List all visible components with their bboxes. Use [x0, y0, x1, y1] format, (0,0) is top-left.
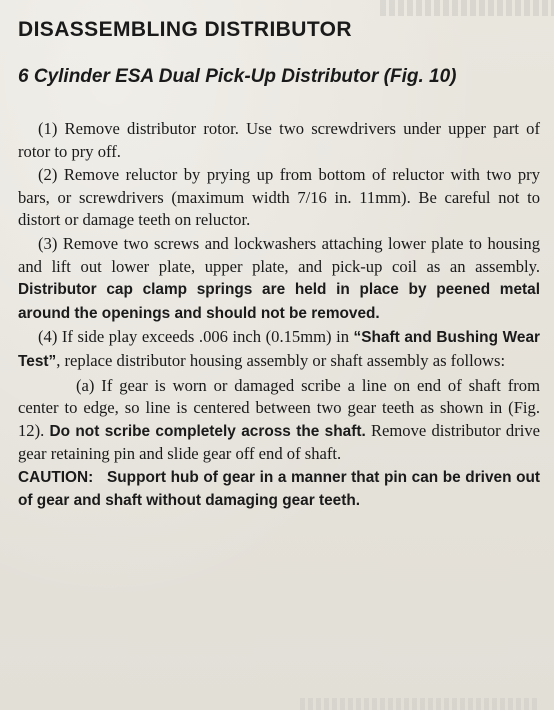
procedure-text: [18, 118, 540, 513]
step-4-tail: , replace distributor housing assembly or shaft assembly as follows:: [56, 350, 506, 370]
step-4a-warning: Do not scribe completely across the shaft.: [49, 422, 366, 440]
subsection-heading: 6 Cylinder ESA Dual Pick-Up Distributor (Fig. 10): [18, 66, 457, 87]
step-4-test-name: “Shaft and Bushing Wear Test”: [18, 329, 540, 370]
step-4a-text: (a) If gear is worn or damaged scribe a line on end of shaft from center to edge, so line is centered between two gear teeth as shown in (Fig. 12).: [18, 375, 540, 440]
caution-label: CAUTION:: [18, 468, 94, 486]
step-3: [18, 233, 540, 325]
step-1: [18, 118, 540, 163]
step-1-text: (1) Remove distributor rotor. Use two screwdrivers under upper part of rotor to pry off.: [18, 119, 540, 161]
step-3-warning: Distributor cap clamp springs are held in place by peened metal around the openings and should not be removed.: [18, 281, 540, 322]
step-3-text: (3) Remove two screws and lockwashers attaching lower plate to housing and lift out lower plate, upper plate, and pick-up coil as an assembly.: [18, 233, 540, 276]
bleed-through-top: [380, 0, 554, 16]
bleed-through-bottom: [300, 698, 540, 710]
section-heading: DISASSEMBLING DISTRIBUTOR: [18, 18, 352, 41]
step-4: [18, 326, 540, 373]
caution-note: [18, 467, 540, 512]
step-2: [18, 164, 540, 232]
caution-text: Support hub of gear in a manner that pin can be driven out of gear and shaft without damaging gear teeth.: [18, 468, 540, 509]
step-4a-tail: Remove distributor drive gear retaining pin and slide gear off end of shaft.: [18, 420, 540, 464]
step-4-text: (4) If side play exceeds .006 inch (0.15mm) in: [38, 327, 354, 347]
step-2-text: (2) Remove reluctor by prying up from bottom of reluctor with two pry bars, or screwdrivers (maximum width 7/16 in. 11mm). Be careful not to distort or damage teeth on reluctor.: [18, 165, 540, 230]
step-4a: [18, 375, 540, 466]
